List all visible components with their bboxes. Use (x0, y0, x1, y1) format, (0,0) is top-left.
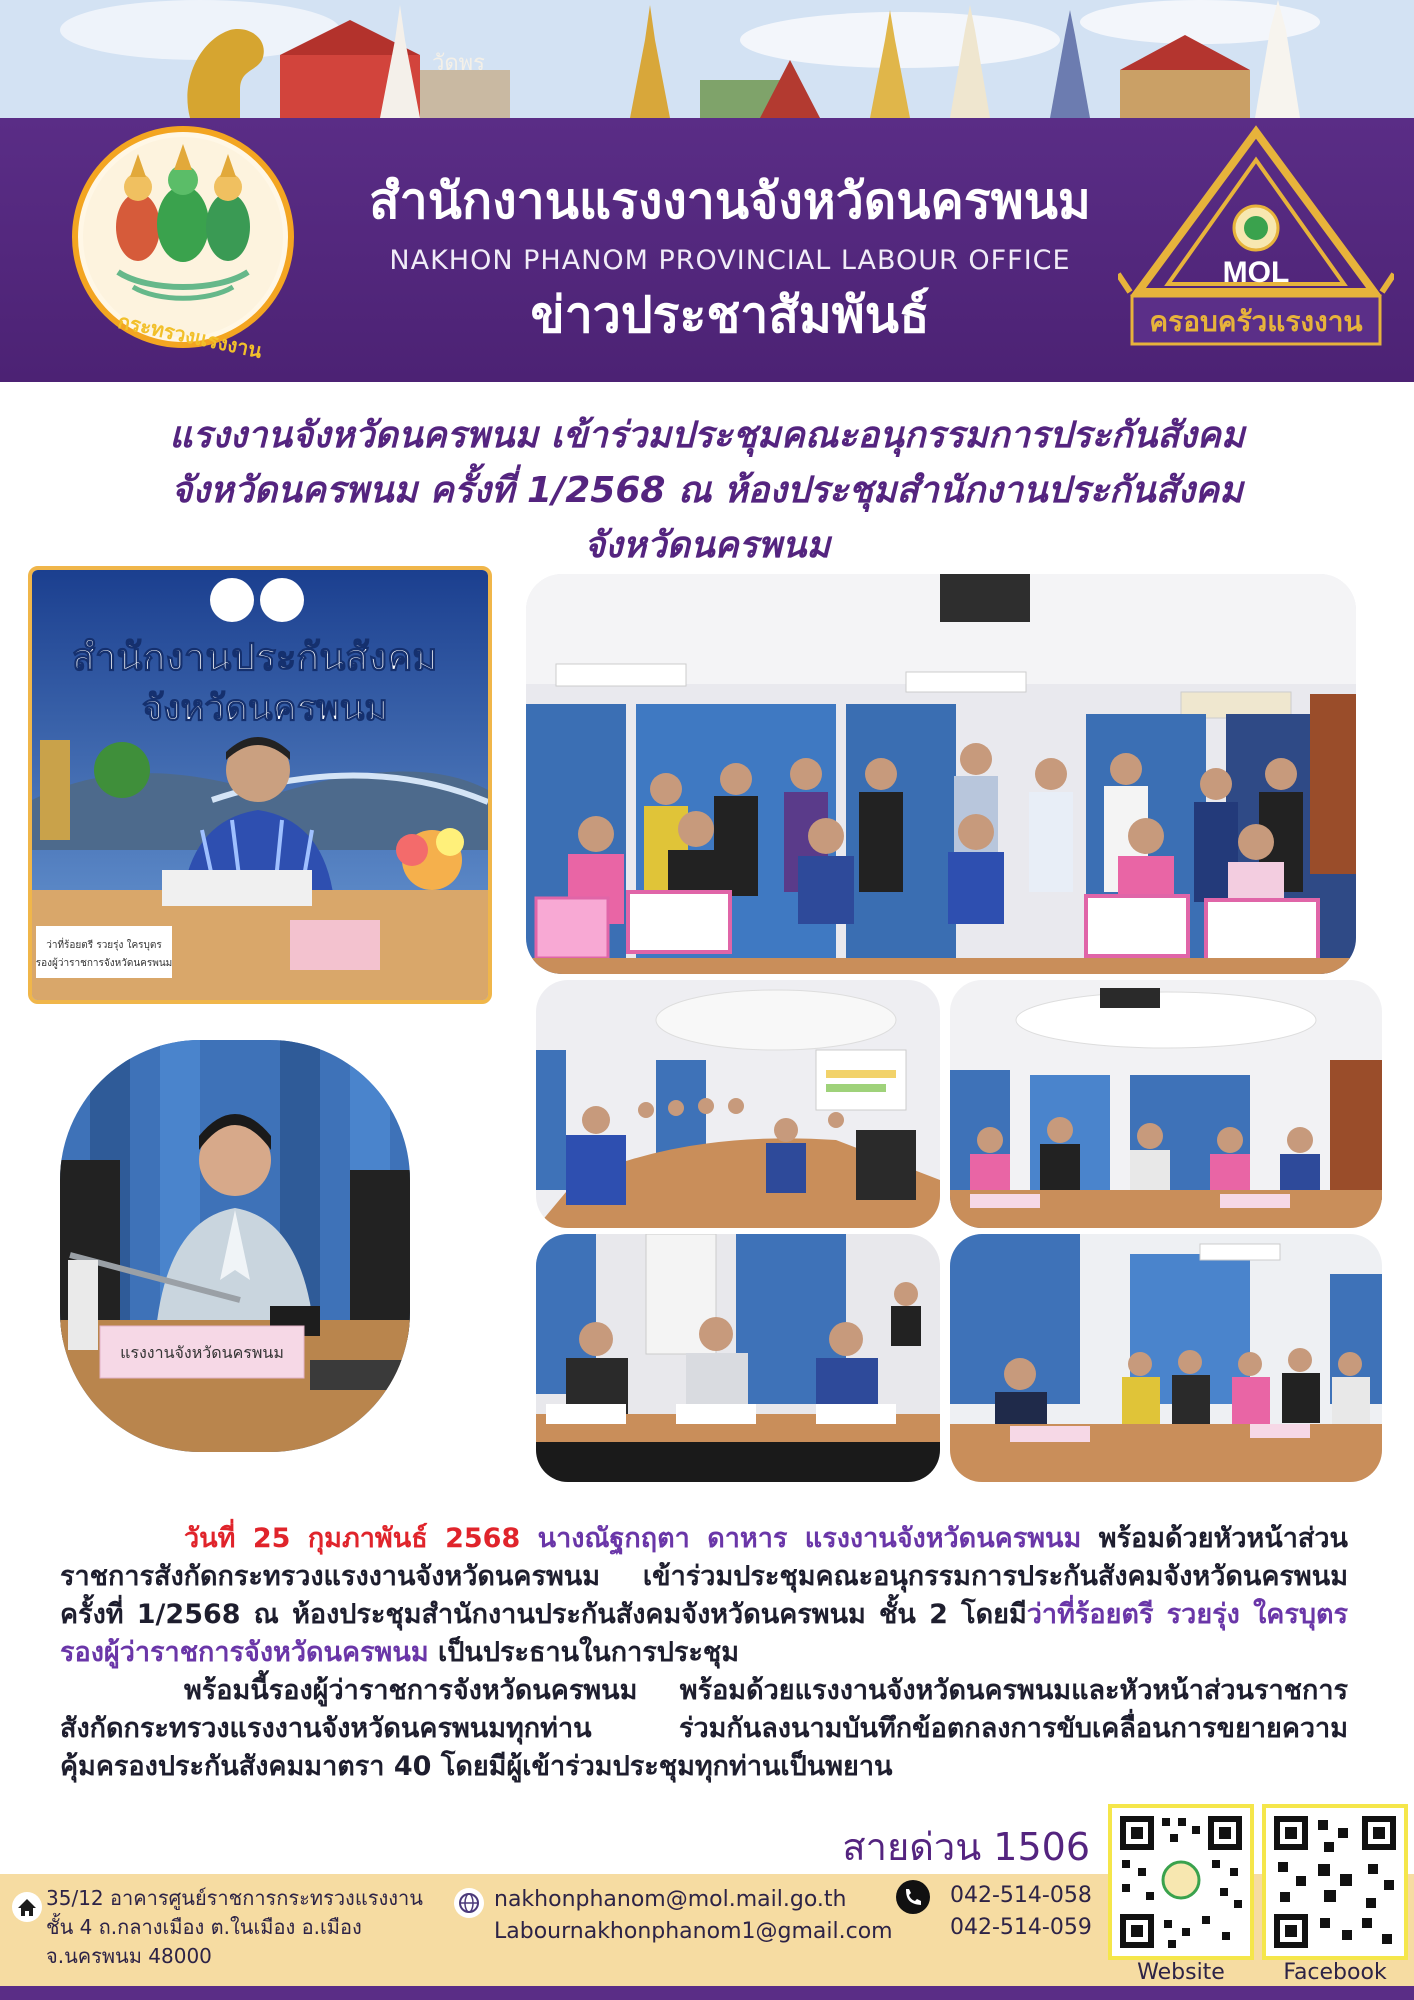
photo-labour-official (60, 1040, 410, 1452)
news-chairperson: ว่าที่ร้อยตรี รวยรุ่ง ใครบุตร รองผู้ว่าราชการจังหวัดนครพนม (60, 1599, 1348, 1668)
news-date: วันที่ 25 กุมภาพันธ์ 2568 (184, 1523, 521, 1554)
email-list (494, 1884, 914, 1948)
phone-list (950, 1880, 1100, 1944)
news-body (60, 1520, 1348, 1786)
address-line-3: จ.นครพนม 48000 (46, 1944, 212, 1968)
footer-strip (0, 1986, 1414, 2000)
qr-facebook[interactable] (1262, 1804, 1408, 1960)
top-temple-banner (0, 0, 1414, 118)
nameplate-line-1: ว่าที่ร้อยตรี รวยรุ่ง ใครบุตร (46, 940, 162, 951)
photo-meeting-room-wide-image (536, 980, 940, 1228)
phone-secondary[interactable]: 042-514-059 (950, 1915, 1092, 1940)
news-body-text-2: เป็นประธานในการประชุม (428, 1637, 740, 1668)
address-line-1: 35/12 อาคารศูนย์ราชการกระทรวงแรงงาน (46, 1886, 423, 1910)
phone-icon (896, 1880, 930, 1918)
globe-icon (454, 1888, 484, 1922)
photo-three-officials (536, 1234, 940, 1482)
photo-group-signing-image (526, 574, 1356, 974)
headline-line-1: แรงงานจังหวัดนครพนม เข้าร่วมประชุมคณะอนุกรรมการประกันสังคม (169, 415, 1245, 456)
photo-vice-governor-image (32, 570, 488, 1000)
thai-roof-logo-icon (1118, 124, 1394, 364)
mol-family-text: ครอบครัวแรงงาน (1149, 305, 1363, 338)
nameplate-line-2: รองผู้ว่าราชการจังหวัดนครพนม (35, 958, 173, 969)
news-body-text-1: พร้อมด้วยหัวหน้าส่วนราชการสังกัดกระทรวงแรงงานจังหวัดนครพนม เข้าร่วมประชุมคณะอนุกรรมการประกันสังคมจังหวัดนครพนม ครั้งที่ 1/2568 ณ ห้องประชุมสำนักงานประกันสังคมจังหวัดนครพนม ชั้น 2 โดยมี (60, 1523, 1349, 1630)
qr-website[interactable] (1108, 1804, 1254, 1960)
photo-three-officials-image (536, 1234, 940, 1482)
sso-sign-line-2: จังหวัดนครพนม (142, 688, 389, 729)
news-headline (90, 408, 1324, 573)
qr-code-facebook-icon (1266, 1808, 1404, 1956)
home-icon (12, 1892, 42, 1926)
office-address (46, 1884, 446, 1971)
office-subtitle-en: NAKHON PHANOM PROVINCIAL LABOUR OFFICE (389, 245, 1071, 276)
photo-meeting-room-wide (536, 980, 940, 1228)
headline-line-2: จังหวัดนครพนม ครั้งที่ 1/2568 ณ ห้องประชุมสำนักงานประกันสังคม (171, 470, 1243, 511)
email-secondary[interactable]: Labournakhonphanom1@gmail.com (494, 1919, 893, 1944)
email-primary[interactable]: nakhonphanom@mol.mail.go.th (494, 1887, 847, 1912)
photo-labour-official-image (60, 1040, 410, 1452)
photo-attendees-row (950, 1234, 1382, 1482)
address-line-2: ชั้น 4 ถ.กลางเมือง ต.ในเมือง อ.เมือง (46, 1915, 362, 1939)
news-person: นางณัฐกฤตา ดาหาร แรงงานจังหวัดนครพนม (537, 1523, 1082, 1554)
mol-text: MOL (1222, 256, 1290, 289)
mol-family-logo (1118, 124, 1394, 364)
sso-sign-line-1: สำนักงานประกันสังคม (72, 635, 438, 679)
press-release-label: ข่าวประชาสัมพันธ์ (530, 286, 930, 344)
qr-website-label: Website (1137, 1960, 1225, 1985)
photo-head-table (950, 980, 1382, 1228)
news-body-paragraph-2: พร้อมนี้รองผู้ว่าราชการจังหวัดนครพนม พร้อมด้วยแรงงานจังหวัดนครพนมและหัวหน้าส่วนราชการสังกัดกระทรวงแรงงานจังหวัดนครพนมทุกท่าน ร่วมกันลงนามบันทึกข้อตกลงการขับเคลื่อนการขยายความคุ้มครองประกันสังคมมาตรา 40 โดยมีผู้เข้าร่วมประชุมทุกท่านเป็นพยาน (60, 1675, 1348, 1782)
photo-vice-governor (28, 566, 492, 1004)
nameplate-labour: แรงงานจังหวัดนครพนม (120, 1343, 284, 1362)
photo-group-signing (526, 574, 1356, 974)
headline-line-3: จังหวัดนครพนม (583, 525, 831, 566)
office-title: สำนักงานแรงงานจังหวัดนครพนม (369, 172, 1091, 230)
banner-sign-text: วัดพร (432, 51, 485, 76)
phone-primary[interactable]: 042-514-058 (950, 1883, 1092, 1908)
hotline-number: สายด่วน 1506 (842, 1825, 1090, 1869)
temple-scenery (0, 0, 1414, 118)
emblem-caption: กระทรวงแรงงาน (115, 309, 265, 363)
qr-code-website-icon (1112, 1808, 1250, 1956)
qr-facebook-label: Facebook (1283, 1960, 1387, 1985)
photo-head-table-image (950, 980, 1382, 1228)
news-body-paragraph-1 (60, 1520, 1348, 1672)
photo-attendees-row-image (950, 1234, 1382, 1482)
